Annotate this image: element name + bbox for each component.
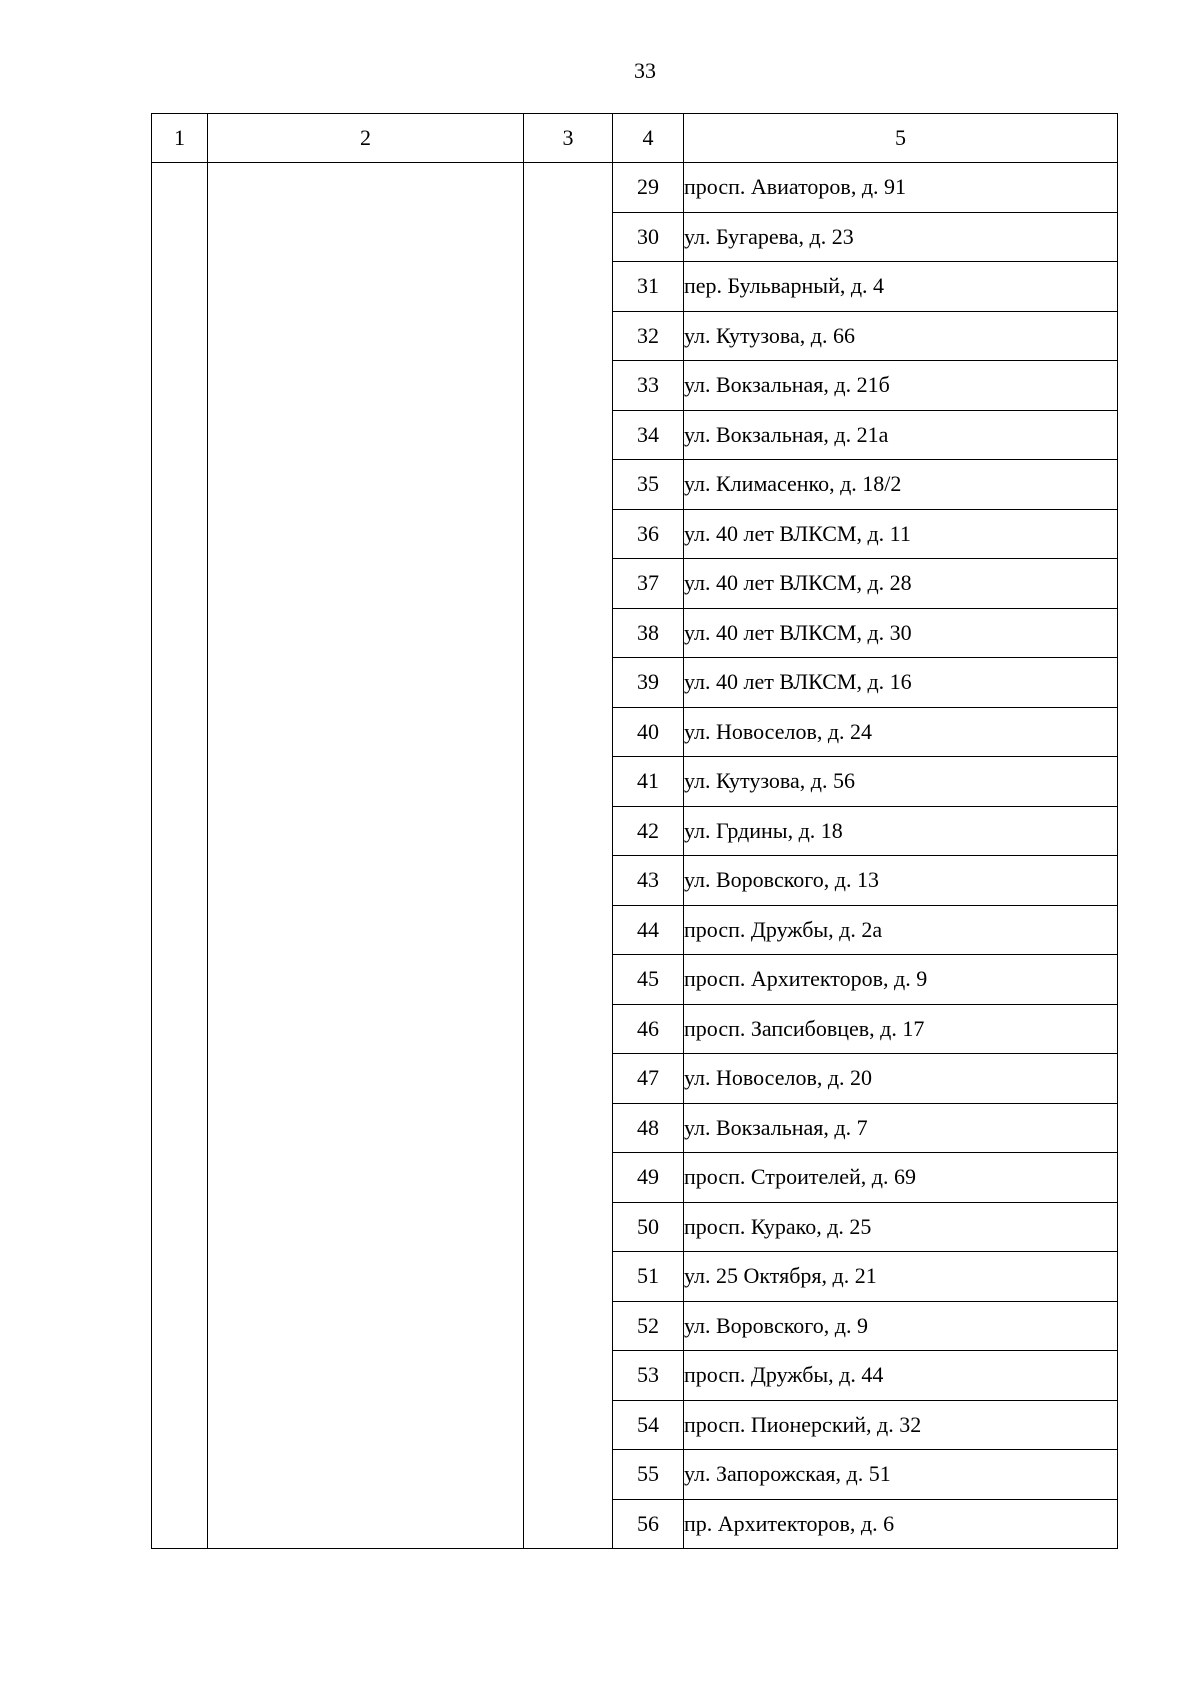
row-address: просп. Запсибовцев, д. 17	[684, 1004, 1118, 1054]
row-number: 50	[613, 1202, 684, 1252]
row-number: 42	[613, 806, 684, 856]
row-address: пр. Архитекторов, д. 6	[684, 1499, 1118, 1549]
row-address: ул. Бугарева, д. 23	[684, 212, 1118, 262]
row-address: ул. Кутузова, д. 56	[684, 757, 1118, 807]
row-number: 44	[613, 905, 684, 955]
row-number: 40	[613, 707, 684, 757]
row-number: 32	[613, 311, 684, 361]
row-address: ул. Вокзальная, д. 21б	[684, 361, 1118, 411]
column-1-cell	[152, 163, 208, 1549]
column-header-3: 3	[524, 114, 613, 163]
row-address: ул. Воровского, д. 13	[684, 856, 1118, 906]
column-header-4: 4	[613, 114, 684, 163]
column-2-cell	[208, 163, 524, 1549]
row-address: ул. Воровского, д. 9	[684, 1301, 1118, 1351]
row-number: 48	[613, 1103, 684, 1153]
row-number: 39	[613, 658, 684, 708]
row-number: 29	[613, 163, 684, 213]
row-number: 36	[613, 509, 684, 559]
row-address: ул. Новоселов, д. 24	[684, 707, 1118, 757]
row-number: 30	[613, 212, 684, 262]
column-header-2: 2	[208, 114, 524, 163]
row-address: ул. 40 лет ВЛКСМ, д. 28	[684, 559, 1118, 609]
row-number: 49	[613, 1153, 684, 1203]
row-number: 46	[613, 1004, 684, 1054]
row-address: ул. Запорожская, д. 51	[684, 1450, 1118, 1500]
row-number: 51	[613, 1252, 684, 1302]
row-address: ул. Кутузова, д. 66	[684, 311, 1118, 361]
row-number: 47	[613, 1054, 684, 1104]
page-number: 33	[634, 58, 656, 83]
row-number: 45	[613, 955, 684, 1005]
row-number: 55	[613, 1450, 684, 1500]
row-address: ул. 40 лет ВЛКСМ, д. 30	[684, 608, 1118, 658]
row-number: 33	[613, 361, 684, 411]
row-address: просп. Строителей, д. 69	[684, 1153, 1118, 1203]
row-number: 35	[613, 460, 684, 510]
row-address: просп. Авиаторов, д. 91	[684, 163, 1118, 213]
column-3-cell	[524, 163, 613, 1549]
row-number: 53	[613, 1351, 684, 1401]
table-header	[152, 114, 1118, 163]
row-number: 37	[613, 559, 684, 609]
row-number: 38	[613, 608, 684, 658]
row-address: ул. Климасенко, д. 18/2	[684, 460, 1118, 510]
row-number: 34	[613, 410, 684, 460]
row-address: просп. Дружбы, д. 2а	[684, 905, 1118, 955]
column-header-5: 5	[684, 114, 1118, 163]
row-address: просп. Дружбы, д. 44	[684, 1351, 1118, 1401]
row-number: 52	[613, 1301, 684, 1351]
row-address: ул. Грдины, д. 18	[684, 806, 1118, 856]
table-row	[152, 163, 1118, 213]
row-number: 41	[613, 757, 684, 807]
header-row	[152, 114, 1118, 163]
row-address: ул. Вокзальная, д. 7	[684, 1103, 1118, 1153]
row-address: просп. Курако, д. 25	[684, 1202, 1118, 1252]
row-address: ул. 40 лет ВЛКСМ, д. 11	[684, 509, 1118, 559]
address-table	[151, 113, 1118, 1549]
row-address: просп. Архитекторов, д. 9	[684, 955, 1118, 1005]
row-address: пер. Бульварный, д. 4	[684, 262, 1118, 312]
column-header-1: 1	[152, 114, 208, 163]
row-address: ул. 25 Октября, д. 21	[684, 1252, 1118, 1302]
row-number: 31	[613, 262, 684, 312]
row-address: просп. Пионерский, д. 32	[684, 1400, 1118, 1450]
table-body	[152, 163, 1118, 1549]
row-address: ул. 40 лет ВЛКСМ, д. 16	[684, 658, 1118, 708]
row-address: ул. Вокзальная, д. 21а	[684, 410, 1118, 460]
row-address: ул. Новоселов, д. 20	[684, 1054, 1118, 1104]
row-number: 43	[613, 856, 684, 906]
row-number: 56	[613, 1499, 684, 1549]
row-number: 54	[613, 1400, 684, 1450]
